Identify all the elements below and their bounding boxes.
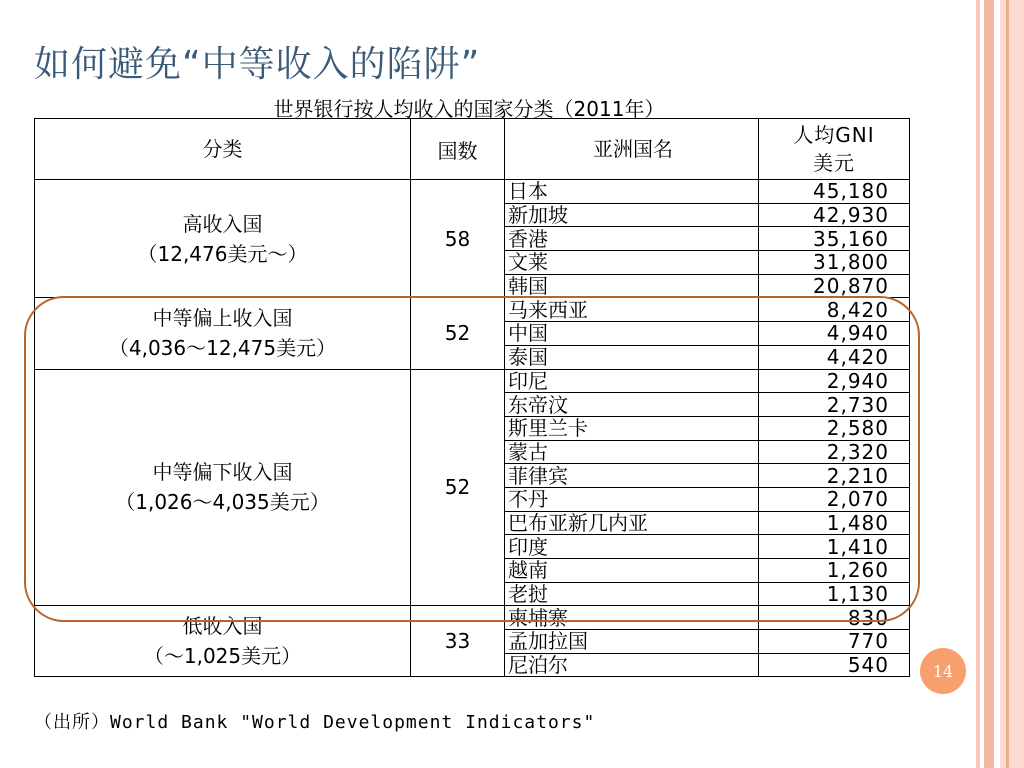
income-group-range: （1,026～4,035美元） [115,490,330,515]
country-gni: 45,180 [759,180,910,204]
country-gni: 4,940 [759,322,910,346]
income-group-count: 52 [411,298,505,369]
country-gni: 2,320 [759,440,910,464]
table-caption: 世界银行按人均收入的国家分类（2011年） [273,97,665,121]
decor-stripe [1000,0,1024,768]
income-group-cell [35,606,411,677]
country-name: 泰国 [505,345,759,369]
income-group-name: 低收入国 [182,614,263,639]
country-name: 韩国 [505,274,759,298]
country-gni: 830 [759,606,910,630]
country-name: 柬埔寨 [505,606,759,630]
country-name: 东帝汶 [505,393,759,417]
country-gni: 35,160 [759,227,910,251]
country-gni: 1,480 [759,511,910,535]
country-name: 菲律宾 [505,464,759,488]
country-name: 孟加拉国 [505,630,759,654]
header-gni-line2: 美元 [813,151,855,175]
country-name: 中国 [505,322,759,346]
income-group-range: （4,036～12,475美元） [108,336,337,361]
country-gni: 1,130 [759,582,910,606]
income-group-cell [35,298,411,369]
country-name: 不丹 [505,487,759,511]
income-group-range: （～1,025美元） [143,644,302,669]
page-number-badge: 14 [920,648,966,694]
income-group-cell [35,369,411,606]
country-name: 印度 [505,535,759,559]
income-group-count: 52 [411,369,505,606]
country-gni: 2,730 [759,393,910,417]
country-gni: 1,410 [759,535,910,559]
slide-title: 如何避免“中等收入的陷阱” [34,44,481,85]
country-name: 香港 [505,227,759,251]
table-header-row [35,119,910,180]
header-count: 国数 [411,119,505,180]
gni-classification-table [34,118,910,677]
country-name: 文莱 [505,251,759,275]
country-gni: 2,070 [759,487,910,511]
country-gni: 31,800 [759,251,910,275]
income-group-count: 58 [411,180,505,298]
country-gni: 2,940 [759,369,910,393]
header-category: 分类 [35,119,411,180]
table-row [35,298,910,322]
country-gni: 540 [759,653,910,677]
header-gni-line1: 人均GNI [793,123,875,147]
country-name: 日本 [505,180,759,204]
country-gni: 4,420 [759,345,910,369]
decor-stripe [984,0,994,768]
country-name: 蒙古 [505,440,759,464]
country-name: 马来西亚 [505,298,759,322]
country-name: 越南 [505,559,759,583]
country-gni: 2,210 [759,464,910,488]
table-row [35,606,910,630]
table-row [35,180,910,204]
income-group-range: （12,476美元～） [137,241,308,266]
header-gni [759,119,910,180]
country-gni: 770 [759,630,910,654]
table-row [35,369,910,393]
country-name: 老挝 [505,582,759,606]
country-gni: 2,580 [759,416,910,440]
country-gni: 42,930 [759,203,910,227]
country-name: 巴布亚新几内亚 [505,511,759,535]
table-body [35,180,910,677]
country-name: 斯里兰卡 [505,416,759,440]
decor-stripe [1006,0,1009,768]
income-group-count: 33 [411,606,505,677]
income-group-cell [35,180,411,298]
income-group-name: 中等偏上收入国 [152,306,293,331]
income-group-name: 中等偏下收入国 [152,460,293,485]
country-gni: 20,870 [759,274,910,298]
income-group-name: 高收入国 [182,211,263,236]
country-gni: 8,420 [759,298,910,322]
country-name: 新加坡 [505,203,759,227]
source-note: （出所）World Bank "World Development Indicators" [34,712,596,733]
decor-stripe [976,0,980,768]
country-name: 印尼 [505,369,759,393]
country-gni: 1,260 [759,559,910,583]
country-name: 尼泊尔 [505,653,759,677]
header-asian-countries: 亚洲国名 [505,119,759,180]
